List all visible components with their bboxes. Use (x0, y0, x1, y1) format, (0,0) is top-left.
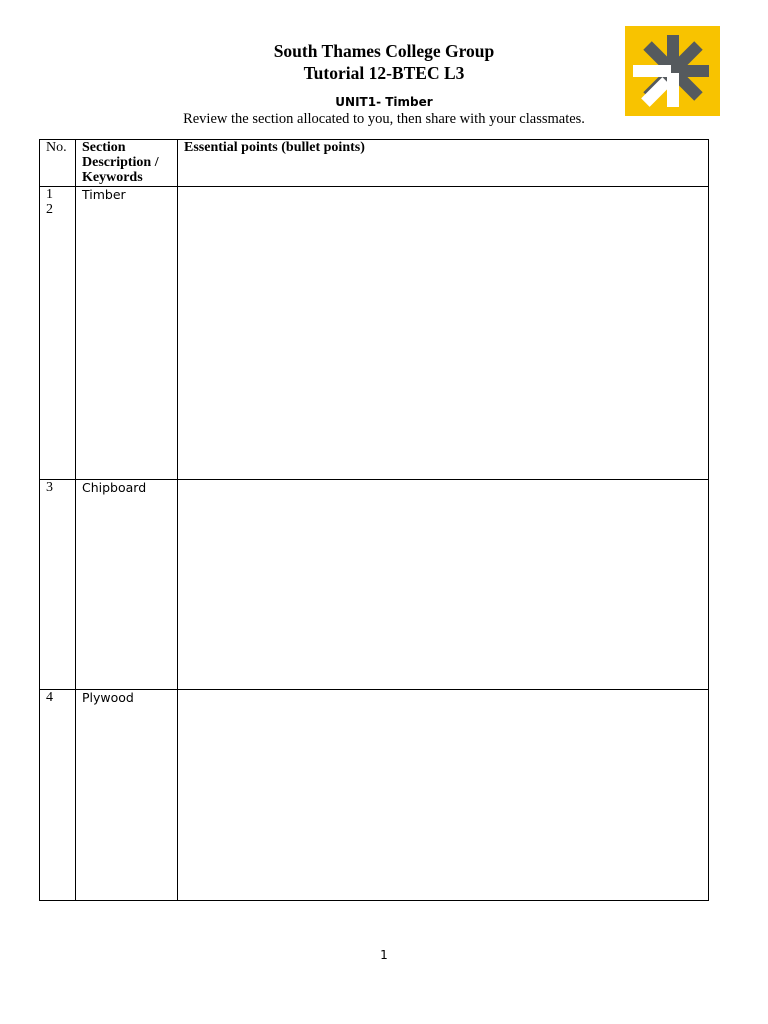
essential-points-cell[interactable] (178, 480, 709, 690)
essential-points-cell[interactable] (178, 187, 709, 480)
row-number: 1 (46, 187, 53, 202)
row-number-cell (40, 480, 76, 690)
row-number-cell (40, 690, 76, 901)
table-row (40, 187, 709, 480)
row-number: 2 (46, 202, 53, 217)
college-logo (625, 26, 720, 116)
row-number: 4 (46, 690, 53, 705)
section-keyword: Timber (76, 187, 178, 480)
page-number: 1 (380, 948, 388, 962)
table-header-row (40, 140, 709, 187)
header-section: Section Description / Keywords (76, 140, 178, 187)
unit-heading: UNIT1- Timber (335, 95, 433, 109)
header-points: Essential points (bullet points) (178, 140, 709, 187)
worksheet-table (39, 139, 709, 901)
row-number-cell (40, 187, 76, 480)
section-keyword: Plywood (76, 690, 178, 901)
section-keyword: Chipboard (76, 480, 178, 690)
logo-arrow-white (633, 65, 671, 77)
logo-arrow-white (667, 73, 679, 107)
table-row (40, 690, 709, 901)
essential-points-cell[interactable] (178, 690, 709, 901)
table-row (40, 480, 709, 690)
row-number: 3 (46, 480, 53, 495)
instruction-text: Review the section allocated to you, then share with your classmates. (183, 111, 585, 127)
college-title: South Thames College Group (273, 41, 495, 61)
header-no: No. (40, 140, 76, 187)
tutorial-title: Tutorial 12-BTEC L3 (303, 63, 465, 83)
